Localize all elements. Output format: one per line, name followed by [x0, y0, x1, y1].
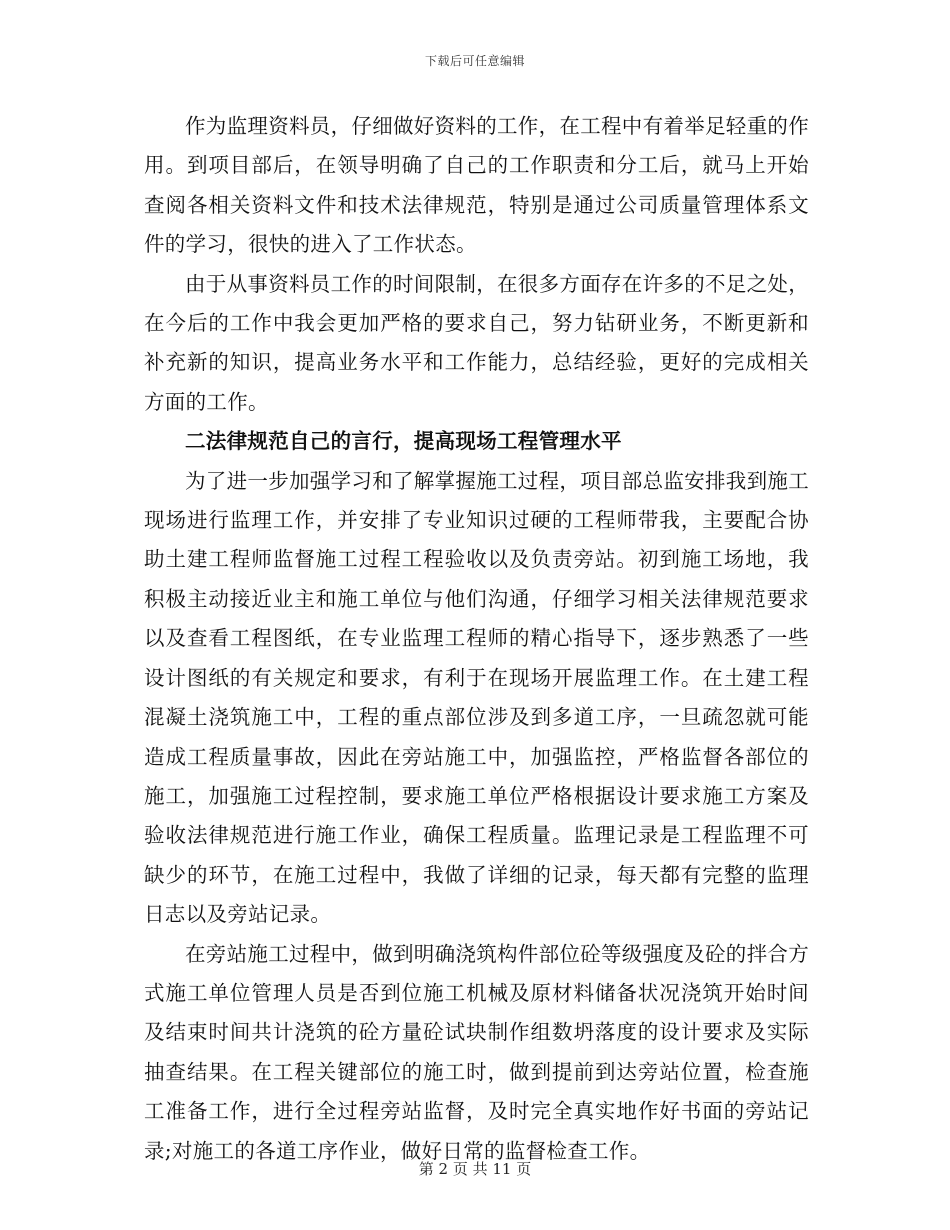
paragraph-3: 为了进一步加强学习和了解掌握施工过程，项目部总监安排我到施工现场进行监理工作，并安排了专业知识过硬的工程师带我，主要配合协助土建工程师监督施工过程工程验收以及负责旁站。初到施工场地，我积极主动接近业主和施工单位与他们沟通，仔细学习相关法律规范要求以及查看工程图纸，在专业监理工程师的精心指导下，逐步熟悉了一些设计图纸的有关规定和要求，有利于在现场开展监理工作。在土建工程混凝土浇筑施工中，工程的重点部位涉及到多道工序，一旦疏忽就可能造成工程质量事故，因此在旁站施工中，加强监控，严格监督各部位的施工，加强施工过程控制，要求施工单位严格根据设计要求施工方案及验收法律规范进行施工作业，确保工程质量。监理记录是工程监理不可缺少的环节，在施工过程中，我做了详细的记录，每天都有完整的监理日志以及旁站记录。: [144, 468, 809, 927]
document-body: [144, 107, 809, 1171]
page-header: 下载后可任意编辑: [424, 54, 525, 68]
paragraph-2: 由于从事资料员工作的时间限制，在很多方面存在许多的不足之处，在今后的工作中我会更加严格的要求自己，努力钻研业务，不断更新和补充新的知识，提高业务水平和工作能力，总结经验，更好的完成相关方面的工作。: [144, 271, 809, 414]
page-number: 第 2 页 共 11 页: [418, 1160, 532, 1178]
paragraph-4: 在旁站施工过程中，做到明确浇筑构件部位砼等级强度及砼的拌合方式施工单位管理人员是否到位施工机械及原材料储备状况浇筑开始时间及结束时间共计浇筑的砼方量砼试块制作组数坍落度的设计要求及实际抽查结果。在工程关键部位的施工时，做到提前到达旁站位置，检查施工准备工作，进行全过程旁站监督，及时完全真实地作好书面的旁站记录;对施工的各道工序作业，做好日常的监督检查工作。: [144, 941, 809, 1163]
section-heading: 二法律规范自己的言行，提高现场工程管理水平: [185, 429, 622, 454]
paragraph-1: 作为监理资料员，仔细做好资料的工作，在工程中有着举足轻重的作用。到项目部后，在领导明确了自己的工作职责和分工后，就马上开始查阅各相关资料文件和技术法律规范，特别是通过公司质量管理体系文件的学习，很快的进入了工作状态。: [144, 114, 809, 257]
